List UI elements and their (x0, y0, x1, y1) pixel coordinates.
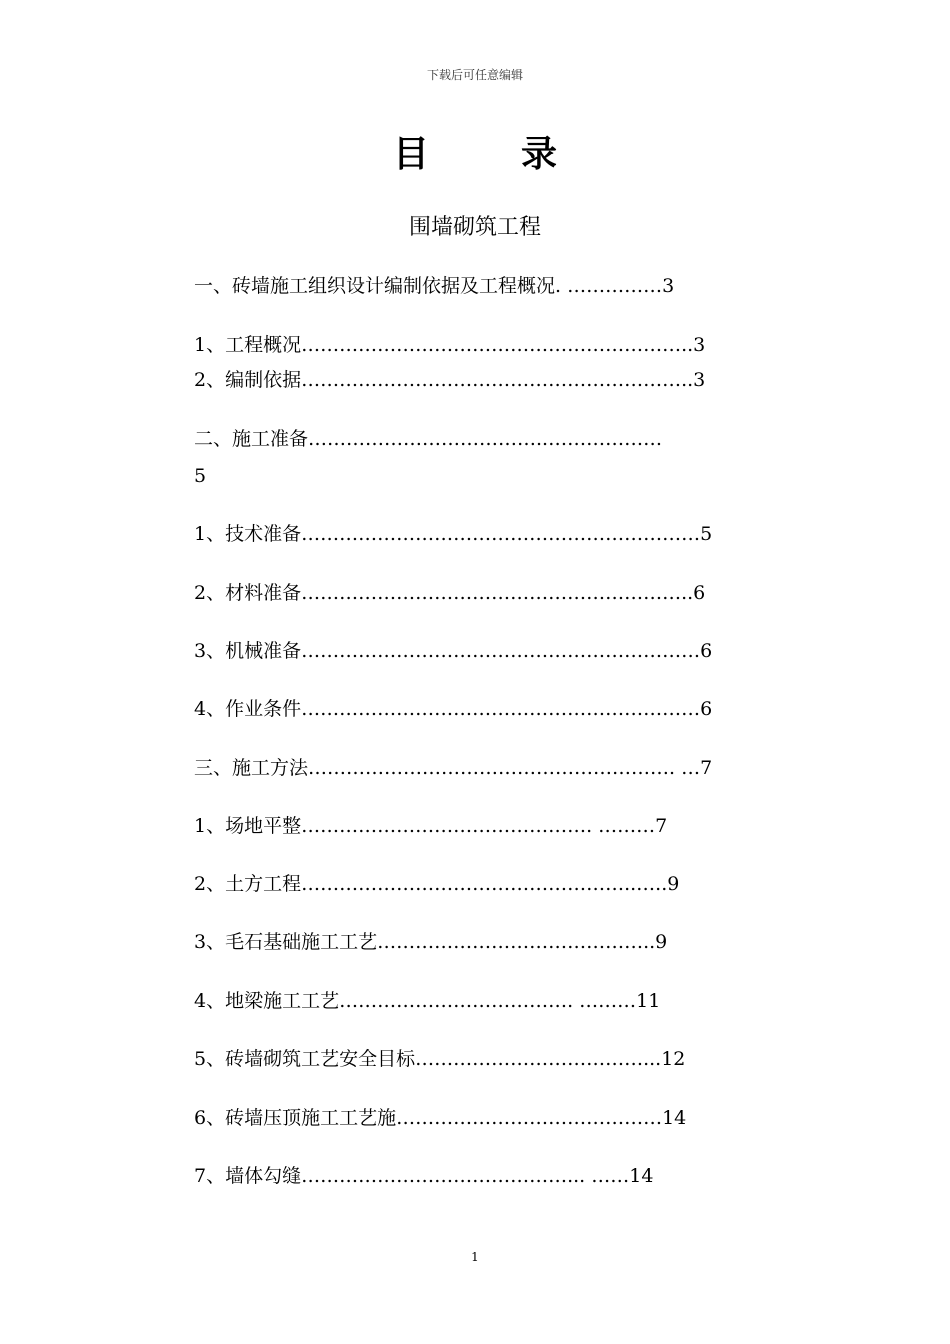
title-char-2: 录 (521, 134, 558, 175)
page-number: 1 (471, 1250, 479, 1264)
toc-entry-2-1: 1、技术准备………………………………………………………5 (194, 523, 713, 545)
toc-entry-3-3: 3、毛石基础施工工艺……………………………………..9 (194, 931, 668, 953)
toc-entry-1-1: 1、工程概况……………………………………………………..3 (194, 334, 706, 356)
toc-entry-3-2: 2、土方工程……………………………………………..…..9 (194, 873, 680, 895)
toc-entry-section-3: 三、施工方法…………………………………………………. …7 (194, 757, 713, 779)
toc-entry-section-1: 一、砖墙施工组织设计编制依据及工程概况. ……………3 (194, 275, 675, 297)
document-subtitle: 围墙砌筑工程 (408, 215, 541, 240)
toc-entry-2-4: 4、作业条件………………………………………………………6 (194, 698, 713, 720)
toc-entry-3-1: 1、场地平整………………………………………. ………7 (194, 815, 668, 837)
page-title (0, 126, 950, 177)
toc-entry-2-3: 3、机械准备………………………………………………………6 (194, 640, 713, 662)
toc-entry-3-4: 4、地梁施工工艺………………………………. ………11 (194, 990, 661, 1012)
header-note: 下载后可任意编辑 (426, 68, 523, 82)
toc-entry-3-6: 6、砖墙压顶施工工艺施……………………………………14 (194, 1107, 687, 1129)
toc-entry-section-2: 二、施工准备………………………………..……………… (194, 428, 663, 450)
toc-entry-1-2: 2、编制依据……………………………………………………..3 (194, 369, 706, 391)
toc-entry-3-5: 5、砖墙砌筑工艺安全目标………………………………...12 (194, 1048, 686, 1070)
toc-entry-3-7: 7、墙体勾缝……………………………………... ……14 (194, 1165, 654, 1187)
toc-entry-2-2: 2、材料准备……………………………………………………..6 (194, 582, 706, 604)
title-char-1: 目 (392, 134, 429, 175)
toc-entry-section-2-page: 5 (194, 465, 207, 487)
